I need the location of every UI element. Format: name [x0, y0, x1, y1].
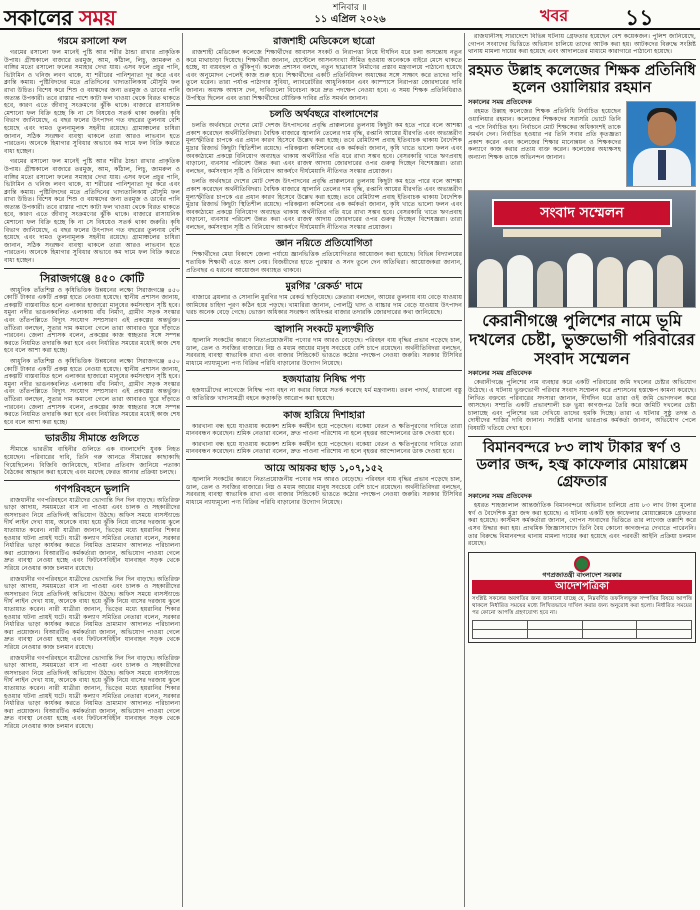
article-headline[interactable]: আয়ে আয়কর ছাড় ১,০৭,১৫২	[264, 462, 384, 474]
issue-day: শনিবার ॥	[333, 3, 367, 13]
column-right	[468, 33, 696, 907]
divider	[4, 480, 180, 481]
article-headline[interactable]: হজযাত্রায় নিষিদ্ধ পণ্য	[283, 374, 365, 386]
article-body: রাজধানীর গণপরিবহনে যাত্রীদের ভোগান্তি দিন দিন বাড়ছে। অতিরিক্ত ভাড়া আদায়, সময়মতো বাস না পাওয়া এবং চালক ও সহকারীদের অসদাচরণ নিয়ে প্রতিদিনই অভিযোগ উঠছে। অফিস সময়ে বাসস্ট্যান্ডে দীর্ঘ লাইন দেখা যায়, অনেকে বাধ্য হয়ে ঝুঁকি নিয়ে বাসের দরজায় ঝুলে যাতায়াত করেন। নারী যাত্রীরা জানান, ভিড়ের মধ্যে হয়রানির শিকার হওয়ার ঘটনা প্রায়ই ঘটে। যাত্রী কল্যাণ সমিতির নেতারা বলেন, সরকার নির্ধারিত ভাড়া কার্যকর করতে নিয়মিত ভ্রাম্যমাণ আদালত পরিচালনা করা প্রয়োজন। বিআরটিএ কর্মকর্তারা জানান, অভিযোগ পাওয়া গেলে দ্রুত ব্যবস্থা নেওয়া হচ্ছে এবং ফিটনেসবিহীন যানবাহন সড়ক থেকে সরিয়ে নেওয়ার কাজ চলমান রয়েছে।	[4, 496, 180, 573]
logo-word-2: সময়	[79, 6, 116, 30]
article-body: শিক্ষার্থীদের মেধা বিকাশে জেলা পর্যায়ে জ্ঞানভিত্তিক প্রতিযোগিতার আয়োজন করা হয়েছে। বিভিন্ন বিদ্যালয়ের শতাধিক শিক্ষার্থী এতে অংশ নেয়। বিজয়ীদের হাতে পুরস্কার ও সনদ তুলে দেন অতিথিরা। আয়োজকরা জানান, প্রতিবছর এ ধরনের আয়োজন অব্যাহত থাকবে।	[186, 251, 462, 274]
masthead	[0, 0, 700, 30]
article-headline[interactable]: জ্ঞান নয়িতে প্রতিযোগিতা	[275, 238, 373, 250]
divider	[186, 105, 462, 106]
notice-header: গণপ্রজাতন্ত্রী বাংলাদেশ সরকার	[542, 570, 622, 579]
article-body: জ্বালানি সংকটের কারণে নিত্যপ্রয়োজনীয় পণ্যের দাম আরও বেড়েছে। পরিবহন ব্যয় বৃদ্ধির প্রভাব পড়েছে চাল, ডাল, তেল ও সবজির বাজারে। নিম্ন ও মধ্যম আয়ের মানুষ সবচেয়ে বেশি চাপে রয়েছেন। অর্থনীতিবিদরা বলছেন, সরবরাহ ব্যবস্থা স্বাভাবিক রাখা এবং বাজার সিন্ডিকেট ভাঙতে কঠোর পদক্ষেপ নেওয়া জরুরি। সরকার টিসিবির মাধ্যমে ন্যায্যমূল্যে পণ্য বিক্রির পরিধি বাড়ানোর উদ্যোগ নিয়েছে।	[186, 337, 462, 367]
article-body: রহমত উল্লাহ কলেজের শিক্ষক প্রতিনিধি নির্বাচিত হয়েছেন ওয়ালিয়ার রহমান। কলেজের শিক্ষকদের সরাসরি ভোটে তিনি এ পদে নির্বাচিত হন। নির্বাচনে মোট শিক্ষকের অধিকাংশই তাকে সমর্থন দেন। নির্বাচিত হওয়ার পর তিনি সবার প্রতি কৃতজ্ঞতা প্রকাশ করেন এবং কলেজের শিক্ষার মানোন্নয়ন ও শিক্ষকদের কল্যাণে কাজ করার প্রত্যয় ব্যক্ত করেন। কলেজের অধ্যক্ষসহ অন্যান্য শিক্ষক তাকে অভিনন্দন জানান।	[468, 108, 621, 161]
article-body: হজযাত্রীদের লাগেজে নিষিদ্ধ পণ্য বহন না করার বিষয়ে সতর্ক করেছে ধর্ম মন্ত্রণালয়। তরল পদার্থ, ধারালো বস্তু ও অতিরিক্ত খাদ্যসামগ্রী বহনে কড়াকড়ি আরোপ করা হয়েছে।	[186, 387, 462, 402]
divider	[4, 268, 180, 269]
newspaper-logo[interactable]	[4, 2, 116, 37]
notice-title: আদেশপত্রিকা	[472, 580, 692, 594]
article-body: রাজধানীর গণপরিবহনে যাত্রীদের ভোগান্তি দিন দিন বাড়ছে। অতিরিক্ত ভাড়া আদায়, সময়মতো বাস না পাওয়া এবং চালক ও সহকারীদের অসদাচরণ নিয়ে প্রতিদিনই অভিযোগ উঠছে। অফিস সময়ে বাসস্ট্যান্ডে দীর্ঘ লাইন দেখা যায়, অনেকে বাধ্য হয়ে ঝুঁকি নিয়ে বাসের দরজায় ঝুলে যাতায়াত করেন। নারী যাত্রীরা জানান, ভিড়ের মধ্যে হয়রানির শিকার হওয়ার ঘটনা প্রায়ই ঘটে। যাত্রী কল্যাণ সমিতির নেতারা বলেন, সরকার নির্ধারিত ভাড়া কার্যকর করতে নিয়মিত ভ্রাম্যমাণ আদালত পরিচালনা করা প্রয়োজন। বিআরটিএ কর্মকর্তারা জানান, অভিযোগ পাওয়া গেলে দ্রুত ব্যবস্থা নেওয়া হচ্ছে এবং ফিটনেসবিহীন যানবাহন সড়ক থেকে সরিয়ে নেওয়ার কাজ চলমান রয়েছে।	[4, 654, 180, 730]
divider	[4, 429, 180, 430]
article-body: হযরত শাহজালাল আন্তর্জাতিক বিমানবন্দরে অভিযান চালিয়ে প্রায় ৮৩ লাখ টাকা মূল্যের স্বর্ণ ও বৈদেশিক মুদ্রা জব্দ করা হয়েছে। এ ঘটনায় একটি হজ কাফেলার মোয়াল্লেমকে গ্রেফতার করা হয়েছে। কাস্টমস কর্মকর্তারা জানান, গোপন সংবাদের ভিত্তিতে তার লাগেজ তল্লাশি করে এসব উদ্ধার করা হয়। প্রাথমিক জিজ্ঞাসাবাদে তিনি বৈধ কোনো কাগজপত্র দেখাতে পারেননি। তার বিরুদ্ধে বিমানবন্দর থানায় মামলা দায়ের করা হয়েছে এবং পরবর্তী আইনি প্রক্রিয়া চলমান রয়েছে।	[468, 502, 696, 548]
photo-banner-text: সংবাদ সম্মেলন	[492, 199, 673, 227]
article-headline[interactable]: বিমানবন্দরে ৮৩ লাখ টাকার স্বর্ণ ও ডলার জব্দ, হজ্ব কাফেলার মোয়াল্লেম গ্রেফতার	[476, 439, 688, 490]
government-notice	[468, 552, 696, 643]
article-headline[interactable]: মুরগির 'রেকর্ড' দামে	[285, 281, 363, 293]
column-left	[4, 33, 180, 907]
divider	[186, 320, 462, 321]
press-conference-photo	[468, 190, 696, 308]
article-body: কেরানীগঞ্জে পুলিশের নাম ব্যবহার করে একটি পরিবারের জমি দখলের চেষ্টার অভিযোগ উঠেছে। এ ঘটনায় ভুক্তভোগী পরিবার সংবাদ সম্মেলন করে প্রশাসনের হস্তক্ষেপ কামনা করেছে। লিখিত বক্তব্যে পরিবারের সদস্যরা জানান, দীর্ঘদিন ধরে তারা ওই জমি ভোগদখল করে আসছেন। সম্প্রতি একটি প্রভাবশালী চক্র ভুয়া কাগজপত্র তৈরি করে জমিটি দখলের চেষ্টা চালাচ্ছে এবং পুলিশের ভয় দেখিয়ে তাদের হুমকি দিচ্ছে। তারা এ ঘটনার সুষ্ঠু তদন্ত ও দোষীদের শাস্তির দাবি জানান। সংশ্লিষ্ট থানার ভারপ্রাপ্ত কর্মকর্তা জানান, অভিযোগ পেলে বিষয়টি খতিয়ে দেখা হবে।	[468, 379, 696, 432]
issue-date: ১১ এপ্রিল ২০২৬	[314, 14, 386, 25]
article-body: কারখানা বন্ধ হয়ে যাওয়ায় কয়েকশ শ্রমিক কর্মহীন হয়ে পড়েছেন। বকেয়া বেতন ও ক্ষতিপূরণের দাবিতে তারা মানববন্ধন করেছেন। শ্রমিক নেতারা বলেন, দ্রুত পাওনা পরিশোধ না হলে বৃহত্তর আন্দোলনের ডাক দেওয়া হবে।	[186, 422, 462, 438]
article-body: গরমের রসালো ফল মানেই পুষ্টি আর শরীর ঠান্ডা রাখার প্রাকৃতিক উপায়। গ্রীষ্মকালে বাজারে তরমুজ, আম, কাঁঠাল, লিচু, জামরুল ও বাঙ্গির মতো রসালো ফলের সমাহার দেখা যায়। এসব ফলে প্রচুর পানি, ভিটামিন ও খনিজ লবণ থাকে, যা শরীরের পানিশূন্যতা দূর করে এবং ক্লান্তি কমায়। পুষ্টিবিদদের মতে প্রতিদিনের খাদ্যতালিকায় মৌসুমি ফল রাখা উচিত। বিশেষ করে শিশু ও বয়স্কদের জন্য তরমুজ ও ডাবের পানি অত্যন্ত উপকারী। তবে রাস্তার পাশে কাটা ফল খাওয়া থেকে বিরত থাকতে হবে, কারণ এতে জীবাণু সংক্রমণের ঝুঁকি থাকে। বাজারে রাসায়নিক মেশানো ফল বিক্রি হচ্ছে কি না সে বিষয়েও সতর্ক থাকা জরুরি। কৃষি বিভাগ জানিয়েছে, এ বছর ফলের উৎপাদন গত বছরের তুলনায় বেশি হয়েছে এবং দামও তুলনামূলক সহনীয় রয়েছে। গ্রামাঞ্চলের চাষিরা জানান, সঠিক সংরক্ষণ ব্যবস্থা থাকলে তারা আরও লাভবান হতে পারতেন। অনেকে হিমাগার সুবিধার অভাবে কম দামে ফল বিক্রি করতে বাধ্য হচ্ছেন।	[4, 158, 180, 265]
divider	[468, 59, 696, 60]
article-body: জ্বালানি সংকটের কারণে নিত্যপ্রয়োজনীয় পণ্যের দাম আরও বেড়েছে। পরিবহন ব্যয় বৃদ্ধির প্রভাব পড়েছে চাল, ডাল, তেল ও সবজির বাজারে। নিম্ন ও মধ্যম আয়ের মানুষ সবচেয়ে বেশি চাপে রয়েছেন। অর্থনীতিবিদরা বলছেন, সরবরাহ ব্যবস্থা স্বাভাবিক রাখা এবং বাজার সিন্ডিকেট ভাঙতে কঠোর পদক্ষেপ নেওয়া জরুরি। সরকার টিসিবির মাধ্যমে ন্যায্যমূল্যে পণ্য বিক্রির পরিধি বাড়ানোর উদ্যোগ নিয়েছে।	[186, 475, 462, 506]
column-divider	[464, 33, 465, 907]
portrait-photo	[626, 101, 696, 187]
article-body: রাজশাহী মেডিকেল কলেজে শিক্ষার্থীদের আবাসন সংকট ও নিরাপত্তা নিয়ে দীর্ঘদিন ধরে চলা অসন্তোষ নতুন করে মাথাচাড়া দিয়েছে। শিক্ষার্থীরা জানান, হোস্টেলে আসনসংখ্যা সীমিত হওয়ায় অনেককে বাইরে মেসে থাকতে হচ্ছে, যা ব্যয়বহুল ও ঝুঁকিপূর্ণ। কলেজ প্রশাসন বলছে, নতুন ছাত্রাবাস নির্মাণের প্রস্তাব মন্ত্রণালয়ে পাঠানো হয়েছে এবং অনুমোদন পেলেই কাজ শুরু হবে। শিক্ষার্থীদের একটি প্রতিনিধিদল অধ্যক্ষের সঙ্গে সাক্ষাৎ করে তাদের দাবি তুলে ধরেন। তারা পর্যাপ্ত পাঠাগার সুবিধা, ল্যাবরেটরির আধুনিকায়ন এবং ক্যাম্পাসে নিরাপত্তা জোরদারের দাবি জানান। অধ্যক্ষ আশ্বাস দেন, দাবিগুলো বিবেচনা করে দ্রুত পদক্ষেপ নেওয়া হবে। এ সময় শিক্ষক প্রতিনিধিরাও উপস্থিত ছিলেন এবং তারা শিক্ষার্থীদের যৌক্তিক দাবির প্রতি সমর্থন জানান।	[186, 49, 462, 102]
notice-table	[472, 620, 692, 639]
article-headline[interactable]: কেরানীগঞ্জে পুলিশের নামে ভূমি দখলের চেষ্টা, ভুক্তভোগী পরিবারের সংবাদ সম্মেলন	[469, 310, 695, 368]
notice-body: সংশ্লিষ্ট সকলের অবগতির জন্য জানানো যাচ্ছে যে, নিম্নবর্ণিত তফসিলভুক্ত সম্পত্তির বিষয়ে আপত্তি থাকলে নির্ধারিত সময়ের মধ্যে লিখিতভাবে দাখিল করার জন্য অনুরোধ করা হলো। নির্ধারিত সময়ের পর কোনো আপত্তি গ্রহণযোগ্য হবে না।	[472, 596, 692, 617]
article-headline[interactable]: ভারতীয় সীমান্তে গুলিতে	[45, 433, 139, 445]
article-byline: সকালের সময় প্রতিবেদক	[468, 491, 532, 500]
article-body: চলতি অর্থবছরে দেশের মোট দেশজ উৎপাদনের প্রবৃদ্ধি প্রাক্কলনের তুলনায় কিছুটা কম হতে পারে বলে আশঙ্কা প্রকাশ করেছেন অর্থনীতিবিদরা। বৈশ্বিক বাজারে জ্বালানি তেলের দাম বৃদ্ধি, রপ্তানি আয়ের ধীরগতি এবং অভ্যন্তরীণ মূল্যস্ফীতির চাপকে এর প্রধান কারণ হিসেবে উল্লেখ করা হচ্ছে। তবে রেমিট্যান্স প্রবাহ ইতিবাচক থাকায় বৈদেশিক মুদ্রার রিজার্ভ কিছুটা স্থিতিশীল রয়েছে। পরিকল্পনা কমিশনের এক কর্মকর্তা জানান, কৃষি খাতে ভালো ফলন এবং অবকাঠামো প্রকল্পে বিনিয়োগ অব্যাহত থাকায় অর্থনীতির গতি ধরে রাখা সম্ভব হবে। বেসরকারি খাতে ঋণপ্রবাহ বাড়ানো, ব্যবসার পরিবেশ উন্নত করা এবং রাজস্ব আদায় জোরদারের ওপর গুরুত্ব দিচ্ছেন বিশেষজ্ঞরা। তারা বলছেন, কর্মসংস্থান সৃষ্টি ও বিনিয়োগ আকর্ষণে দীর্ঘমেয়াদি নীতিগত সংস্কার প্রয়োজন।	[186, 122, 462, 175]
section-label: খবর	[540, 6, 569, 25]
article-headline[interactable]: গণপরিবহনে ভুলানি	[54, 483, 130, 495]
article-headline[interactable]: গরমে রসালো ফল	[57, 36, 127, 47]
article-body: রাজধানীসহ সারাদেশে বিভিন্ন ঘটনায় গ্রেফতার হয়েছেন বেশ কয়েকজন। পুলিশ জানিয়েছে, গোপন সংবাদের ভিত্তিতে অভিযান চালিয়ে তাদের আটক করা হয়। আটকদের বিরুদ্ধে সংশ্লিষ্ট থানায় মামলা দায়ের করা হয়েছে এবং আদালতের মাধ্যমে কারাগারে পাঠানো হয়েছে।	[468, 33, 696, 56]
article-byline: সকালের সময় প্রতিবেদক	[468, 368, 532, 377]
article-body: রাজধানীর গণপরিবহনে যাত্রীদের ভোগান্তি দিন দিন বাড়ছে। অতিরিক্ত ভাড়া আদায়, সময়মতো বাস না পাওয়া এবং চালক ও সহকারীদের অসদাচরণ নিয়ে প্রতিদিনই অভিযোগ উঠছে। অফিস সময়ে বাসস্ট্যান্ডে দীর্ঘ লাইন দেখা যায়, অনেকে বাধ্য হয়ে ঝুঁকি নিয়ে বাসের দরজায় ঝুলে যাতায়াত করেন। নারী যাত্রীরা জানান, ভিড়ের মধ্যে হয়রানির শিকার হওয়ার ঘটনা প্রায়ই ঘটে। যাত্রী কল্যাণ সমিতির নেতারা বলেন, সরকার নির্ধারিত ভাড়া কার্যকর করতে নিয়মিত ভ্রাম্যমাণ আদালত পরিচালনা করা প্রয়োজন। বিআরটিএ কর্মকর্তারা জানান, অভিযোগ পাওয়া গেলে দ্রুত ব্যবস্থা নেওয়া হচ্ছে এবং ফিটনেসবিহীন যানবাহন সড়ক থেকে সরিয়ে নেওয়ার কাজ চলমান রয়েছে।	[4, 575, 180, 651]
divider	[186, 234, 462, 235]
divider	[186, 459, 462, 460]
article-body: বাজারে ব্রয়লার ও সোনালি মুরগির দাম রেকর্ড ছাড়িয়েছে। ক্রেতারা বলছেন, আয়ের তুলনায় ব্যয় বেড়ে যাওয়ায় আমিষের চাহিদা পূরণ কঠিন হয়ে পড়ছে। খামারিরা জানান, পোলট্রি খাদ্য ও বাচ্চার দাম বেড়ে যাওয়ায় উৎপাদন খরচ অনেক বেড়ে গেছে। ভোক্তা অধিকার সংরক্ষণ অধিদপ্তর বাজার তদারকি জোরদারের কথা জানিয়েছে।	[186, 294, 462, 317]
article-headline[interactable]: রহমত উল্লাহ কলেজের শিক্ষক প্রতিনিধি হলেন ওয়ালিয়ার রহমান	[468, 62, 696, 96]
article-headline[interactable]: রাজশাহী মেডিকেলে ছাত্রো	[273, 36, 375, 47]
page-number: ১১	[625, 6, 654, 31]
government-emblem-icon	[574, 556, 590, 572]
divider	[186, 370, 462, 371]
article-headline[interactable]: সিরাজগঞ্জে ৪৫০ কোটি	[39, 271, 145, 285]
article-headline[interactable]: কাজ হারিয়ে দিশাহারা	[283, 409, 365, 421]
article-body: আধুনিক তাঁতশিল্প ও কৃষিভিত্তিক উন্নয়নের লক্ষ্যে সিরাজগঞ্জে ৪৫০ কোটি টাকার একটি প্রকল্প হাতে নেওয়া হয়েছে। স্থানীয় প্রশাসন জানায়, প্রকল্পটি বাস্তবায়িত হলে এলাকার হাজারো মানুষের কর্মসংস্থান সৃষ্টি হবে। যমুনা নদীর ভাঙনকবলিত এলাকায় বাঁধ নির্মাণ, গ্রামীণ সড়ক সংস্কার এবং তাঁতপল্লিতে বিদ্যুৎ সংযোগ সম্প্রসারণ এই প্রকল্পের অন্তর্ভুক্ত। তাঁতিরা বলছেন, সুতার দাম কমানো গেলে তারা আবারও ঘুরে দাঁড়াতে পারবেন। জেলা প্রশাসক বলেন, প্রকল্পের কাজ স্বচ্ছতার সঙ্গে সম্পন্ন করতে নিয়মিত তদারকি করা হবে এবং নির্ধারিত সময়ের মধ্যেই কাজ শেষ হবে বলে আশা করা হচ্ছে।	[4, 357, 180, 426]
article-headline[interactable]: জ্বালানি সংকটে মূল্যস্ফীতি	[274, 324, 374, 336]
divider	[468, 436, 696, 437]
divider	[186, 406, 462, 407]
article-body: সীমান্তে ভারতীয় বাহিনীর গুলিতে এক বাংলাদেশি যুবক নিহত হয়েছেন। পরিবারের দাবি, তিনি গরু আনতে সীমান্তের কাছাকাছি গিয়েছিলেন। বিজিবি জানিয়েছে, ঘটনার প্রতিবাদ জানিয়ে পতাকা বৈঠকের আহ্বান করা হয়েছে এবং মরদেহ ফেরত আনার প্রক্রিয়া চলছে।	[4, 446, 180, 477]
article-body: চলতি অর্থবছরে দেশের মোট দেশজ উৎপাদনের প্রবৃদ্ধি প্রাক্কলনের তুলনায় কিছুটা কম হতে পারে বলে আশঙ্কা প্রকাশ করেছেন অর্থনীতিবিদরা। বৈশ্বিক বাজারে জ্বালানি তেলের দাম বৃদ্ধি, রপ্তানি আয়ের ধীরগতি এবং অভ্যন্তরীণ মূল্যস্ফীতির চাপকে এর প্রধান কারণ হিসেবে উল্লেখ করা হচ্ছে। তবে রেমিট্যান্স প্রবাহ ইতিবাচক থাকায় বৈদেশিক মুদ্রার রিজার্ভ কিছুটা স্থিতিশীল রয়েছে। পরিকল্পনা কমিশনের এক কর্মকর্তা জানান, কৃষি খাতে ভালো ফলন এবং অবকাঠামো প্রকল্পে বিনিয়োগ অব্যাহত থাকায় অর্থনীতির গতি ধরে রাখা সম্ভব হবে। বেসরকারি খাতে ঋণপ্রবাহ বাড়ানো, ব্যবসার পরিবেশ উন্নত করা এবং রাজস্ব আদায় জোরদারের ওপর গুরুত্ব দিচ্ছেন বিশেষজ্ঞরা। তারা বলছেন, কর্মসংস্থান সৃষ্টি ও বিনিয়োগ আকর্ষণে দীর্ঘমেয়াদি নীতিগত সংস্কার প্রয়োজন।	[186, 178, 462, 231]
column-divider	[182, 33, 183, 907]
divider	[186, 277, 462, 278]
dateline	[250, 2, 450, 26]
article-byline: সকালের সময় প্রতিবেদক	[468, 97, 532, 106]
article-headline[interactable]: চলতি অর্থবছরে বাংলাদেশের	[269, 109, 379, 121]
article-body: আধুনিক তাঁতশিল্প ও কৃষিভিত্তিক উন্নয়নের লক্ষ্যে সিরাজগঞ্জে ৪৫০ কোটি টাকার একটি প্রকল্প হাতে নেওয়া হয়েছে। স্থানীয় প্রশাসন জানায়, প্রকল্পটি বাস্তবায়িত হলে এলাকার হাজারো মানুষের কর্মসংস্থান সৃষ্টি হবে। যমুনা নদীর ভাঙনকবলিত এলাকায় বাঁধ নির্মাণ, গ্রামীণ সড়ক সংস্কার এবং তাঁতপল্লিতে বিদ্যুৎ সংযোগ সম্প্রসারণ এই প্রকল্পের অন্তর্ভুক্ত। তাঁতিরা বলছেন, সুতার দাম কমানো গেলে তারা আবারও ঘুরে দাঁড়াতে পারবেন। জেলা প্রশাসক বলেন, প্রকল্পের কাজ স্বচ্ছতার সঙ্গে সম্পন্ন করতে নিয়মিত তদারকি করা হবে এবং নির্ধারিত সময়ের মধ্যেই কাজ শেষ হবে বলে আশা করা হচ্ছে।	[4, 286, 180, 355]
article-body: গরমের রসালো ফল মানেই পুষ্টি আর শরীর ঠান্ডা রাখার প্রাকৃতিক উপায়। গ্রীষ্মকালে বাজারে তরমুজ, আম, কাঁঠাল, লিচু, জামরুল ও বাঙ্গির মতো রসালো ফলের সমাহার দেখা যায়। এসব ফলে প্রচুর পানি, ভিটামিন ও খনিজ লবণ থাকে, যা শরীরের পানিশূন্যতা দূর করে এবং ক্লান্তি কমায়। পুষ্টিবিদদের মতে প্রতিদিনের খাদ্যতালিকায় মৌসুমি ফল রাখা উচিত। বিশেষ করে শিশু ও বয়স্কদের জন্য তরমুজ ও ডাবের পানি অত্যন্ত উপকারী। তবে রাস্তার পাশে কাটা ফল খাওয়া থেকে বিরত থাকতে হবে, কারণ এতে জীবাণু সংক্রমণের ঝুঁকি থাকে। বাজারে রাসায়নিক মেশানো ফল বিক্রি হচ্ছে কি না সে বিষয়েও সতর্ক থাকা জরুরি। কৃষি বিভাগ জানিয়েছে, এ বছর ফলের উৎপাদন গত বছরের তুলনায় বেশি হয়েছে এবং দামও তুলনামূলক সহনীয় রয়েছে। গ্রামাঞ্চলের চাষিরা জানান, সঠিক সংরক্ষণ ব্যবস্থা থাকলে তারা আরও লাভবান হতে পারতেন। অনেকে হিমাগার সুবিধার অভাবে কম দামে ফল বিক্রি করতে বাধ্য হচ্ছেন।	[4, 49, 180, 155]
logo-word-1: সকালের	[4, 6, 73, 30]
column-middle	[186, 33, 462, 907]
article-body: কারখানা বন্ধ হয়ে যাওয়ায় কয়েকশ শ্রমিক কর্মহীন হয়ে পড়েছেন। বকেয়া বেতন ও ক্ষতিপূরণের দাবিতে তারা মানববন্ধন করেছেন। শ্রমিক নেতারা বলেন, দ্রুত পাওনা পরিশোধ না হলে বৃহত্তর আন্দোলনের ডাক দেওয়া হবে।	[186, 440, 462, 456]
